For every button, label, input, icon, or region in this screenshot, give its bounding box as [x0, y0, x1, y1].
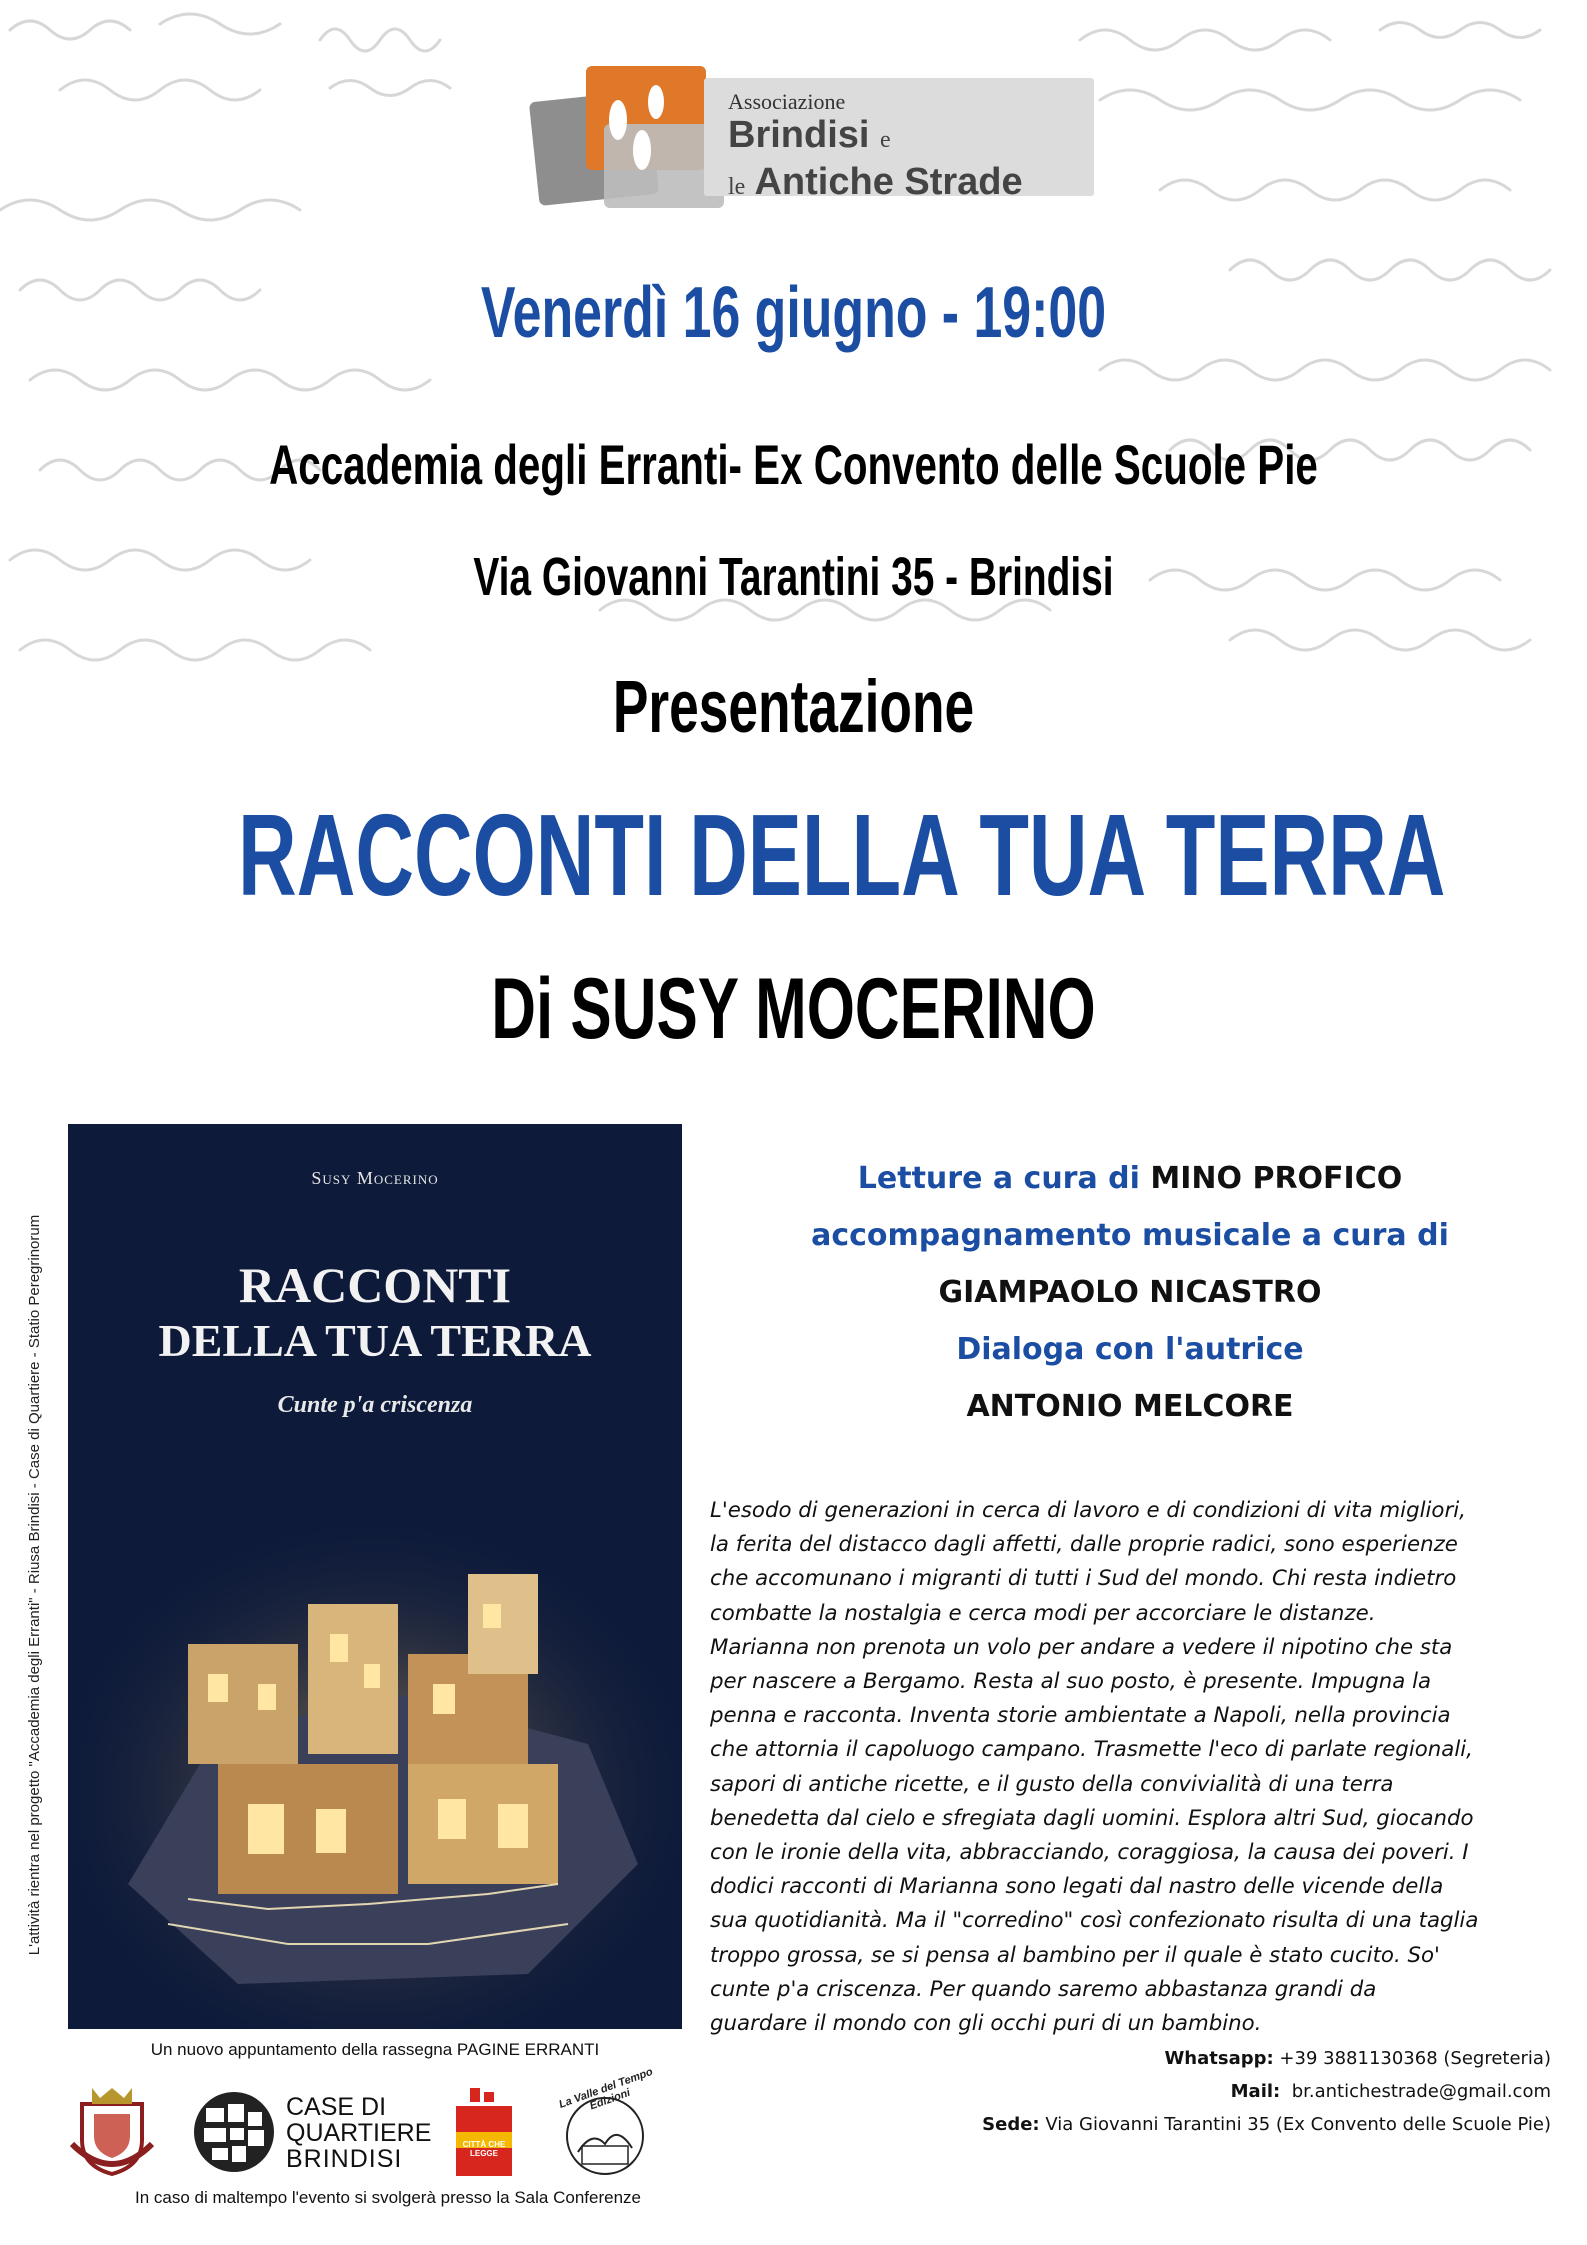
nativity-village-illustration	[68, 1504, 682, 2029]
description-line: benedetta dal cielo e sfregiata dagli uomini. Esplora altri Sud, giocando	[710, 1805, 1474, 1831]
mail-line	[982, 2075, 1551, 2108]
description-line: la ferita del distacco dagli affetti, dalle proprie radici, sono esperienze	[710, 1532, 1458, 1558]
whatsapp-label: Whatsapp:	[1164, 2048, 1274, 2069]
description-line: penna e racconta. Inventa storie ambientate a Napoli, nella provincia	[710, 1703, 1451, 1729]
citta-che-legge-icon	[452, 2088, 516, 2178]
cover-title-line-1: RACCONTI	[238, 1257, 512, 1313]
case-di-quartiere-icon	[192, 2090, 276, 2174]
whatsapp-line	[982, 2042, 1551, 2075]
logo-brindisi: Brindisi	[728, 114, 870, 156]
citta-che-legge-logo	[452, 2088, 516, 2178]
project-side-note	[26, 1160, 50, 2010]
publisher-label: La Valle del Tempo Edizioni	[557, 2065, 655, 2113]
dialog-label: Dialoga con l'autrice	[956, 1332, 1304, 1367]
city-crest-icon	[68, 2084, 156, 2178]
description-line: che attornia il capoluogo campano. Trasmette l'eco di parlate regionali,	[710, 1737, 1473, 1763]
cover-title-line-2: DELLA TUA TERRA	[158, 1315, 592, 1366]
la-valle-del-tempo-logo	[530, 2065, 680, 2180]
description-line: dodici racconti di Marianna sono legati dal nastro delle vicende della	[710, 1874, 1444, 1900]
book-description	[710, 1494, 1560, 2041]
cover-subtitle: Cunte p'a criscenza	[277, 1392, 473, 1418]
logo-e: e	[880, 127, 891, 153]
cq-line-3: BRINDISI	[286, 2145, 403, 2173]
sponsor-logos	[68, 2065, 708, 2180]
description-line: con le ironie della vita, abbracciando, coraggiosa, la causa dei poveri. I	[710, 1840, 1469, 1866]
readings-line	[720, 1150, 1540, 1207]
cover-author: Susy Mocerino	[311, 1168, 439, 1188]
logo-antiche-strade: Antiche Strade	[754, 161, 1023, 203]
bad-weather-note: In caso di maltempo l'evento si svolgerà presso la Sala Conferenze	[135, 2188, 641, 2207]
book-cover	[68, 1124, 682, 2029]
readings-name: MINO PROFICO	[1150, 1161, 1403, 1196]
event-date-time: Venerdì 16 giugno - 19:00	[480, 273, 1107, 353]
mail-address[interactable]: br.antichestrade@gmail.com	[1291, 2081, 1551, 2102]
book-author: Di SUSY MOCERINO	[491, 961, 1096, 1057]
music-label: accompagnamento musicale a cura di	[811, 1218, 1449, 1253]
description-line: che accomunano i migranti di tutti i Sud del mondo. Chi resta indietro	[710, 1566, 1457, 1592]
sede-label: Sede:	[982, 2114, 1040, 2135]
description-line: L'esodo di generazioni in cerca di lavoro e di condizioni di vita migliori,	[710, 1498, 1466, 1523]
description-line: cunte p'a criscenza. Per quando saremo abbastanza grandi da	[710, 1976, 1377, 2002]
series-caption: Un nuovo appuntamento della rassegna PAGINE ERRANTI	[150, 2040, 600, 2059]
description-line: sapori di antiche ricette, e il gusto della convivialità di una terra	[710, 1771, 1394, 1797]
readings-label: Letture a cura di	[857, 1161, 1140, 1196]
association-name	[704, 78, 1094, 203]
event-credits	[720, 1150, 1540, 1435]
dialog-name: ANTONIO MELCORE	[966, 1389, 1294, 1424]
event-venue: Accademia degli Erranti- Ex Convento delle Scuole Pie	[269, 433, 1318, 496]
contact-info	[982, 2042, 1551, 2141]
cq-line-1: CASE DI	[286, 2093, 387, 2121]
description-line: per nascere a Bergamo. Resta al suo posto, è presente. Impugna la	[710, 1669, 1432, 1695]
mail-label: Mail:	[1230, 2081, 1281, 2102]
whatsapp-number[interactable]: +39 3881130368 (Segreteria)	[1279, 2048, 1551, 2069]
logo-le: le	[728, 174, 746, 200]
logo-assoc-label: Associazione	[728, 89, 846, 114]
presentation-label: Presentazione	[612, 665, 975, 748]
logo-line-1	[728, 114, 1094, 161]
description-line: troppo grossa, se si pensa al bambino per il quale è stato cucito. So'	[710, 1942, 1440, 1968]
description-line: guardare il mondo con gli occhi puri di un bambino.	[710, 2011, 1262, 2037]
logo-line-2	[728, 161, 1094, 208]
book-title: RACCONTI DELLA TUA TERRA	[238, 790, 1446, 920]
description-line: Marianna non prenota un volo per andare a vedere il nipotino che sta	[710, 1634, 1453, 1660]
sede-address: Via Giovanni Tarantini 35 (Ex Convento delle Scuole Pie)	[1045, 2114, 1551, 2135]
citta-che-legge-label: CITTÀ CHE LEGGE	[462, 2140, 506, 2158]
case-di-quartiere-label	[286, 2094, 431, 2172]
association-logo	[526, 62, 1086, 212]
description-line: sua quotidianità. Ma il "corredino" così confezionato risulta di una taglia	[710, 1908, 1479, 1934]
side-note-text: L'attività rientra nel progetto "Accademia degli Erranti" - Riusa Brindisi - Case di Quartiere - Statio Peregrinorum	[26, 1214, 43, 1956]
music-name: GIAMPAOLO NICASTRO	[938, 1275, 1322, 1310]
cq-line-2: QUARTIERE	[286, 2119, 432, 2147]
description-line: combatte la nostalgia e cerca modi per accorciare le distanze.	[710, 1600, 1376, 1626]
sede-line	[982, 2108, 1551, 2141]
event-address: Via Giovanni Tarantini 35 - Brindisi	[473, 547, 1114, 607]
